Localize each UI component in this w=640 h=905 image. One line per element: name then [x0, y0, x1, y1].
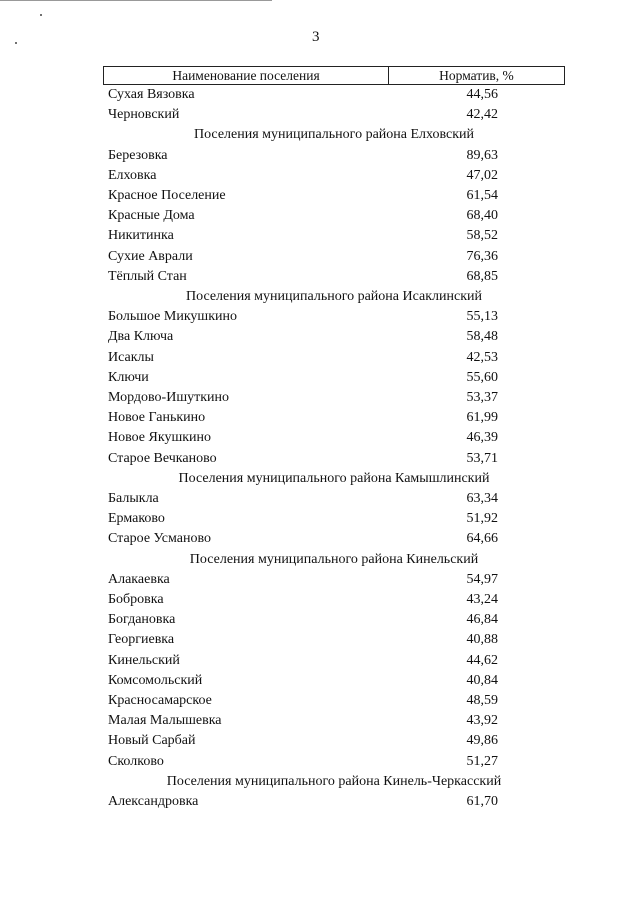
norm-value: 40,84	[466, 672, 498, 688]
norm-value: 46,84	[466, 612, 498, 628]
norm-value: 58,48	[466, 329, 498, 345]
norm-value: 61,70	[466, 794, 498, 809]
settlement-name: Большое Микушкино	[108, 309, 238, 325]
table-row	[108, 368, 498, 388]
table-row	[108, 226, 498, 246]
norm-value: 47,02	[466, 167, 498, 183]
table-row	[108, 247, 498, 267]
settlement-name: Бобровка	[108, 592, 164, 607]
norm-value: 53,37	[466, 390, 498, 405]
norm-value: 42,42	[466, 107, 498, 123]
settlement-name: Старое Вечканово	[108, 450, 217, 466]
norm-value: 40,88	[466, 632, 498, 648]
settlement-name: Малая Малышевка	[108, 713, 222, 729]
table-row	[108, 105, 498, 125]
norm-value: 76,36	[466, 248, 498, 264]
settlement-name: Исаклы	[108, 349, 154, 365]
settlement-name: Два Ключа	[108, 329, 174, 345]
norm-value: 68,85	[466, 268, 498, 284]
table-row	[108, 327, 498, 347]
norm-value: 46,39	[466, 430, 498, 446]
norm-value: 42,53	[466, 349, 498, 365]
scan-speck	[40, 14, 42, 16]
table-row	[108, 570, 498, 590]
table-row	[108, 752, 498, 772]
settlement-name: Комсомольский	[108, 672, 203, 688]
table-row	[108, 509, 498, 529]
table-row	[108, 267, 498, 287]
section-heading: Поселения муниципального района Исаклинский	[186, 289, 482, 304]
norm-value: 55,13	[466, 309, 498, 325]
settlement-name: Черновский	[108, 107, 180, 123]
norm-value: 63,34	[466, 491, 498, 506]
settlement-name: Красное Поселение	[108, 188, 226, 203]
settlement-name: Старое Усманово	[108, 531, 211, 547]
norm-value: 48,59	[466, 693, 498, 708]
norm-value: 49,86	[466, 733, 498, 749]
settlement-name: Кинельский	[108, 652, 180, 668]
settlement-name: Сухие Аврали	[108, 248, 193, 264]
norm-value: 64,66	[466, 531, 498, 547]
header-settlement-name: Наименование поселения	[104, 67, 389, 84]
settlement-name: Тёплый Стан	[108, 268, 187, 284]
table-row	[108, 529, 498, 549]
settlement-name: Ключи	[108, 369, 149, 385]
norm-value: 68,40	[466, 208, 498, 224]
table-row	[108, 186, 498, 206]
settlement-name: Никитинка	[108, 228, 174, 244]
table-row	[108, 348, 498, 368]
settlement-name: Сколково	[108, 753, 164, 769]
section-heading: Поселения муниципального района Кинельский	[189, 551, 479, 567]
table-row	[108, 711, 498, 731]
table-row	[108, 166, 498, 186]
table-row	[108, 671, 498, 691]
norm-value: 53,71	[466, 450, 498, 466]
norm-value: 44,62	[466, 652, 498, 668]
norm-value: 89,63	[466, 147, 498, 163]
scan-top-line	[0, 0, 272, 1]
table-row	[108, 146, 498, 166]
settlement-name: Новое Якушкино	[108, 430, 212, 446]
settlement-name: Красносамарское	[108, 693, 212, 708]
settlement-name: Ермаково	[108, 511, 165, 527]
table-row	[108, 388, 498, 408]
norm-value: 61,99	[466, 410, 498, 426]
table-row	[108, 85, 498, 105]
table-row	[108, 206, 498, 226]
section-heading: Поселения муниципального района Елховский	[193, 127, 475, 143]
settlement-name: Александровка	[108, 794, 199, 809]
table-row	[108, 489, 498, 509]
table-row	[108, 590, 498, 610]
table-header	[103, 66, 565, 85]
scan-speck	[15, 42, 17, 44]
settlement-name: Мордово-Ишуткино	[108, 390, 230, 405]
settlement-name: Алакаевка	[108, 571, 170, 587]
settlement-name: Новый Сарбай	[108, 733, 196, 749]
settlement-name: Богдановка	[108, 612, 176, 628]
section-heading: Поселения муниципального района Камышлинский	[178, 470, 490, 486]
table-row	[108, 449, 498, 469]
settlement-name: Балыкла	[108, 491, 159, 506]
settlement-name: Новое Ганькино	[108, 410, 206, 426]
norm-value: 54,97	[466, 571, 498, 587]
page-number: 3	[312, 29, 320, 45]
table-row	[108, 610, 498, 630]
table-row	[108, 307, 498, 327]
settlement-name: Георгиевка	[108, 632, 175, 648]
table-row	[108, 408, 498, 428]
norm-value: 58,52	[466, 228, 498, 244]
table-row	[108, 691, 498, 711]
table-row	[108, 428, 498, 448]
settlement-name: Березовка	[108, 147, 168, 163]
settlement-name: Елховка	[108, 167, 157, 183]
norm-value: 44,56	[466, 87, 498, 102]
section-heading: Поселения муниципального района Кинель-Черкасский	[166, 773, 502, 789]
norm-value: 51,92	[466, 511, 498, 527]
norm-value: 61,54	[466, 188, 498, 203]
header-norm-percent: Норматив, %	[439, 68, 514, 83]
settlement-name: Красные Дома	[108, 208, 195, 224]
settlement-name: Сухая Вязовка	[108, 87, 195, 102]
table-row	[108, 630, 498, 650]
norm-value: 43,92	[466, 713, 498, 729]
table-row	[108, 651, 498, 671]
norm-value: 43,24	[466, 592, 498, 607]
norm-value: 55,60	[466, 369, 498, 385]
norm-value: 51,27	[466, 753, 498, 769]
table-row	[108, 731, 498, 751]
table-row	[108, 792, 498, 812]
